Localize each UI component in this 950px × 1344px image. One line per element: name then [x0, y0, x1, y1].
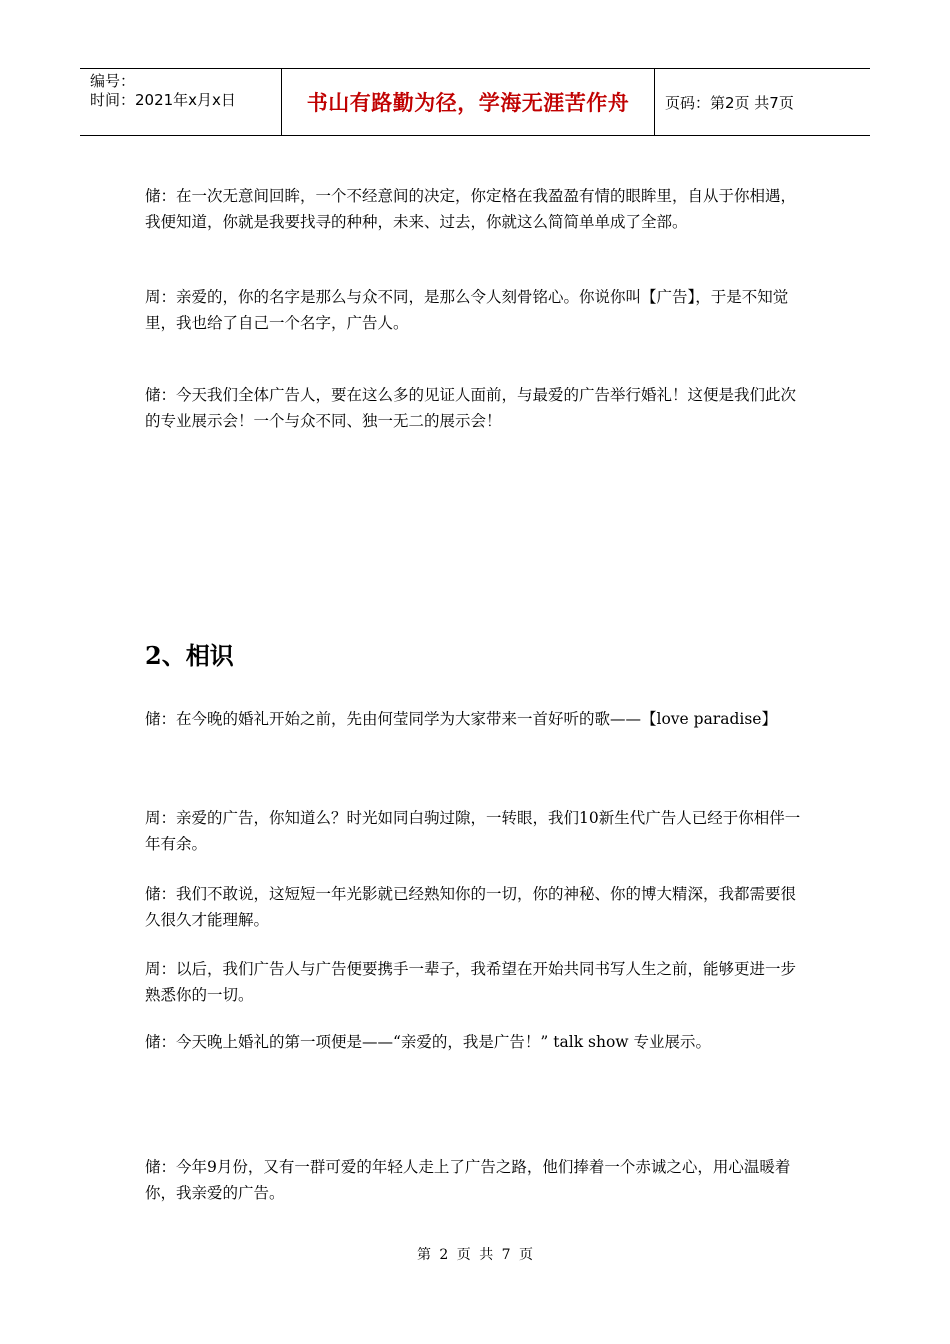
document-number-label: 编号：: [90, 72, 136, 90]
section-heading: 2、相识: [145, 641, 234, 670]
page-footer: 第 2 页 共 7 页: [416, 1247, 534, 1263]
paragraph: 储：在今晚的婚礼开始之前，先由何莹同学为大家带来一首好听的歌——【love paradise】: [145, 710, 777, 728]
paragraph: 周：以后，我们广告人与广告便要携手一辈子，我希望在开始共同书写人生之前，能够更进一步熟悉你的一切。: [145, 960, 797, 1004]
header-page-cell: [655, 69, 870, 135]
paragraph: 储：我们不敢说，这短短一年光影就已经熟知你的一切，你的神秘、你的博大精深，我都需要很久很久才能理解。: [145, 885, 797, 929]
header-motto-cell: [282, 69, 655, 135]
paragraph: 储：在一次无意间回眸，一个不经意间的决定，你定格在我盈盈有情的眼眸里，自从于你相遇，我便知道，你就是我要找寻的种种，未来、过去，你就这么简简单单成了全部。: [145, 187, 797, 231]
header-motto: 书山有路勤为径，学海无涯苦作舟: [306, 91, 630, 115]
paragraph: 周：亲爱的，你的名字是那么与众不同，是那么令人刻骨铭心。你说你叫【广告】，于是不知觉里，我也给了自己一个名字，广告人。: [145, 288, 789, 332]
header-meta: [80, 69, 282, 135]
document-date-label: 时间：2021年x月x日: [90, 91, 236, 109]
paragraph: 储：今天晚上婚礼的第一项便是——“亲爱的，我是广告！” talk show 专业展示。: [145, 1033, 711, 1051]
paragraph: 储：今年9月份，又有一群可爱的年轻人走上了广告之路，他们捧着一个赤诚之心，用心温暖着你，我亲爱的广告。: [145, 1158, 791, 1202]
paragraph: 储：今天我们全体广告人，要在这么多的见证人面前，与最爱的广告举行婚礼！这便是我们此次的专业展示会！一个与众不同、独一无二的展示会！: [145, 386, 797, 430]
page-header: [80, 68, 870, 136]
header-page-number: 页码：第2页 共7页: [665, 93, 794, 112]
paragraph: 周：亲爱的广告，你知道么？时光如同白驹过隙，一转眼，我们10新生代广告人已经于你相伴一年有余。: [145, 809, 801, 853]
